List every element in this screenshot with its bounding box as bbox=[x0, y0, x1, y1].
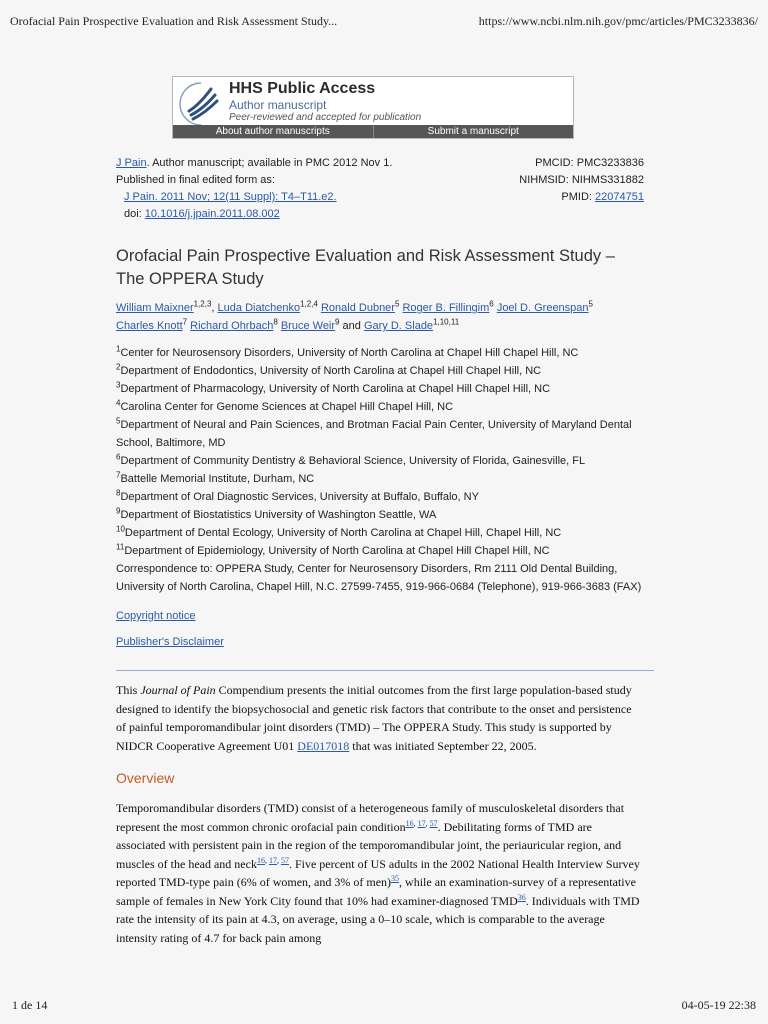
edited-form-link[interactable]: J Pain. 2011 Nov; 12(11 Suppl): T4–T11.e2. bbox=[124, 191, 337, 203]
citation-line1: . Author manuscript; available in PMC 2012 Nov 1. bbox=[146, 157, 393, 169]
overview-text-3: . Five percent of US adults in the 2002 National Health Interview Survey reported TMD-type pain (6% of women, and 3% of men) bbox=[116, 856, 640, 889]
affiliation-number: 10 bbox=[116, 524, 125, 534]
grant-link[interactable]: DE017018 bbox=[297, 738, 350, 753]
author-link[interactable]: Joel D. Greenspan bbox=[496, 302, 589, 314]
affiliation-item bbox=[116, 488, 646, 506]
affiliation-number: 8 bbox=[116, 488, 121, 498]
author-link[interactable]: Ronald Dubner bbox=[320, 302, 395, 314]
author-affiliation-sup: 9 bbox=[335, 317, 340, 327]
submit-manuscript-link[interactable]: Submit a manuscript bbox=[427, 126, 519, 137]
overview-paragraph: Temporomandibular disorders (TMD) consist of a heterogeneous family of musculoskeletal disorders that represent the most common chronic orofacial pain condition$^{16, 17, 57}$. Debilitating forms of TMD are associated with persistent pain in the region of the temporomandibular joint, the periauricular region, and muscles of the head and neck$^{16, 17, 57}$. Five percent of US adults in the 2002 National Health Interview Survey reported TMD-type pain (6% of women, and 3% of men)$^{35}$, while an examination-survey of a representative sample of females in New York City found that 10% had examiner-diagnosed TMD$^{36}$. Individuals with TMD rate the intensity of its pain at 4.3, on average, using a 0–10 scale, which is comparable to the average intensity rating of 4.7 for back pain among bbox=[116, 801, 640, 945]
author-affiliation-sup: 1,2,4 bbox=[300, 299, 318, 309]
author-link[interactable]: Charles Knott bbox=[116, 320, 183, 332]
author-link[interactable]: William Maixner bbox=[116, 302, 194, 314]
author-link[interactable]: Roger B. Fillingim bbox=[402, 302, 490, 314]
affiliation-item bbox=[116, 470, 646, 488]
affiliation-text: Center for Neurosensory Disorders, University of North Carolina at Chapel Hill Chapel Hill, NC bbox=[120, 347, 579, 359]
about-author-manuscripts-link[interactable]: About author manuscripts bbox=[173, 125, 374, 138]
author-list bbox=[116, 299, 636, 335]
affiliation-number: 9 bbox=[116, 506, 121, 516]
affiliation-number: 5 bbox=[116, 416, 121, 426]
overview-text-5: . Individuals with TMD rate the intensity of its pain at 4.3, on average, using a 0–10 scale, which is comparable to the average intensity rating of 4.7 for back pain among bbox=[116, 893, 640, 945]
published-as-label: Published in final edited form as: bbox=[116, 174, 275, 186]
pmid-link[interactable]: 22074751 bbox=[595, 191, 644, 203]
overview-text-4: , while an examination-survey of a representative sample of females in New York City found that 10% had examiner-diagnosed TMD bbox=[116, 875, 636, 908]
doi-label: doi: bbox=[124, 208, 145, 220]
citation-block bbox=[116, 155, 644, 223]
affiliation-text: Department of Oral Diagnostic Services, University at Buffalo, Buffalo, NY bbox=[120, 491, 479, 503]
author-affiliation-sup: 1,2,3 bbox=[193, 299, 212, 309]
reference-link[interactable]: 17 bbox=[268, 855, 277, 865]
hhs-public-access-banner bbox=[172, 76, 574, 139]
overview-heading: Overview bbox=[116, 770, 175, 786]
affiliation-text: Carolina Center for Genome Sciences at Chapel Hill Chapel Hill, NC bbox=[120, 401, 454, 413]
affiliation-text: Department of Biostatistics University of Washington Seattle, WA bbox=[120, 509, 437, 521]
author-separator: and bbox=[339, 320, 364, 332]
banner-title: HHS Public Access bbox=[229, 80, 376, 97]
affiliation-number: 11 bbox=[116, 542, 125, 552]
reference-link[interactable]: 17 bbox=[417, 818, 426, 828]
affiliation-number: 4 bbox=[116, 398, 121, 408]
correspondence: Correspondence to: OPPERA Study, Center for Neurosensory Disorders, Rm 2111 Old Dental Building, University of North Carolina, Chapel Hill, N.C. 27599-7455, 919-966-0684 (Telephone), 919-966-3683 (FAX) bbox=[116, 563, 642, 593]
affiliation-item bbox=[116, 524, 646, 542]
affiliation-item bbox=[116, 344, 646, 362]
reference-link[interactable]: 36 bbox=[517, 892, 526, 902]
banner-link-bar bbox=[173, 125, 573, 138]
nihmsid: NIHMSID: NIHMS331882 bbox=[519, 174, 644, 186]
intro-paragraph bbox=[116, 681, 640, 755]
affiliation-item bbox=[116, 398, 646, 416]
author-separator: , bbox=[211, 302, 218, 314]
affiliation-number: 2 bbox=[116, 362, 121, 372]
section-divider bbox=[116, 670, 654, 671]
author-affiliation-sup: 8 bbox=[273, 317, 278, 327]
reference-link[interactable]: 57 bbox=[280, 855, 289, 865]
print-header-url: https://www.ncbi.nlm.nih.gov/pmc/articles/PMC3233836/ bbox=[478, 14, 758, 28]
print-header-title: Orofacial Pain Prospective Evaluation and Risk Assessment Study... bbox=[10, 14, 338, 28]
banner-subtitle: Author manuscript bbox=[229, 98, 327, 112]
affiliation-number: 3 bbox=[116, 380, 121, 390]
page-number: 1 de 14 bbox=[12, 998, 48, 1012]
author-affiliation-sup: 7 bbox=[182, 317, 188, 327]
affiliation-item bbox=[116, 506, 646, 524]
affiliation-list bbox=[116, 344, 646, 596]
affiliation-text: Department of Epidemiology, University of North Carolina at Chapel Hill Chapel Hill, NC bbox=[124, 545, 550, 557]
affiliation-number: 6 bbox=[116, 452, 121, 462]
reference-link[interactable]: 16 bbox=[405, 818, 414, 828]
author-link[interactable]: Richard Ohrbach bbox=[190, 320, 274, 332]
affiliation-text: Department of Neural and Pain Sciences, and Brotman Facial Pain Center, University of Maryland Dental School, Baltimore, MD bbox=[116, 419, 632, 449]
print-header bbox=[10, 14, 758, 30]
reference-link[interactable]: 16 bbox=[256, 855, 265, 865]
author-link[interactable]: Bruce Weir bbox=[280, 320, 336, 332]
affiliation-text: Department of Dental Ecology, University of North Carolina at Chapel Hill, Chapel Hill, NC bbox=[124, 527, 562, 539]
reference-link[interactable]: 57 bbox=[429, 818, 438, 828]
author-affiliation-sup: 5 bbox=[394, 299, 400, 309]
author-affiliation-sup: 6 bbox=[489, 299, 494, 309]
overview-text-1: Temporomandibular disorders (TMD) consist of a heterogeneous family of musculoskeletal disorders that represent the most common chronic orofacial pain condition bbox=[116, 801, 625, 834]
affiliation-text: Department of Endodontics, University of North Carolina at Chapel Hill Chapel Hill, NC bbox=[120, 365, 542, 377]
publishers-disclaimer-link[interactable]: Publisher's Disclaimer bbox=[116, 636, 224, 648]
banner-tagline: Peer-reviewed and accepted for publication bbox=[229, 112, 422, 123]
overview-text-2: . Debilitating forms of TMD are associated with persistent pain in the region of the temporomandibular joint, the periauricular region, and muscles of the head and neck bbox=[116, 819, 622, 871]
journal-link[interactable]: J Pain bbox=[116, 157, 147, 169]
affiliation-text: Department of Community Dentistry & Behavioral Science, University of Florida, Gainesville, FL bbox=[120, 455, 586, 467]
reference-link[interactable]: 35 bbox=[391, 874, 400, 883]
affiliation-text: Department of Pharmacology, University of North Carolina at Chapel Hill Chapel Hill, NC bbox=[120, 383, 551, 395]
affiliation-number: 7 bbox=[116, 470, 121, 480]
doi-link[interactable]: 10.1016/j.jpain.2011.08.002 bbox=[144, 208, 280, 220]
author-affiliation-sup: 1,10,11 bbox=[433, 317, 460, 327]
intro-text-3: that was initiated September 22, 2005. bbox=[349, 738, 537, 753]
copyright-notice-link[interactable]: Copyright notice bbox=[116, 610, 196, 622]
article-title: Orofacial Pain Prospective Evaluation and Risk Assessment Study – The OPPERA Study bbox=[116, 247, 615, 288]
author-link[interactable]: Luda Diatchenko bbox=[217, 302, 301, 314]
affiliation-text: Battelle Memorial Institute, Durham, NC bbox=[120, 473, 315, 485]
affiliation-item bbox=[116, 416, 646, 452]
intro-journal-name: Journal of Pain bbox=[140, 683, 216, 697]
print-datetime: 04-05-19 22:38 bbox=[681, 998, 756, 1012]
affiliation-item bbox=[116, 452, 646, 470]
affiliation-number: 1 bbox=[116, 344, 121, 354]
author-link[interactable]: Gary D. Slade bbox=[363, 320, 434, 332]
pmid-label: PMID: bbox=[561, 191, 596, 203]
intro-text-2: Compendium presents the initial outcomes from the first large population-based study designed to identify the biopsychosocial and genetic risk factors that contribute to the onset and persistence of painful temporomandibular joint disorders (TMD) – The OPPERA Study. This study is supported by NIDCR Cooperative Agreement U01 bbox=[116, 683, 632, 753]
affiliation-item bbox=[116, 380, 646, 398]
affiliation-item bbox=[116, 362, 646, 380]
pmcid: PMCID: PMC3233836 bbox=[535, 157, 644, 169]
affiliation-item bbox=[116, 542, 646, 560]
intro-text-1: This bbox=[116, 683, 141, 697]
author-affiliation-sup: 5 bbox=[588, 299, 593, 309]
hhs-eagle-logo-icon bbox=[179, 81, 223, 127]
print-footer bbox=[12, 998, 756, 1014]
